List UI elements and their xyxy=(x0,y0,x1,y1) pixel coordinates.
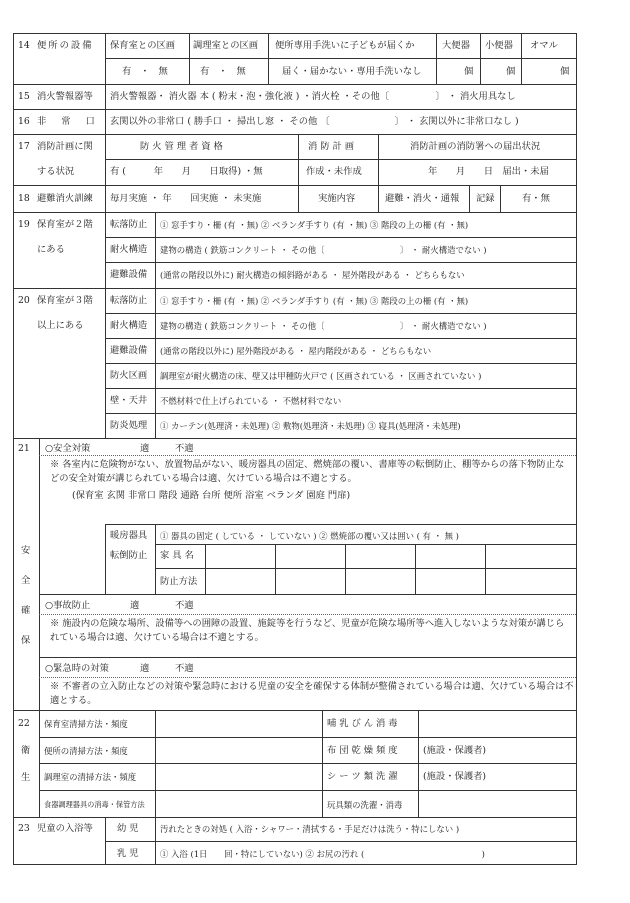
sheet-wash-value[interactable]: (施設・保護者) xyxy=(423,771,487,782)
safety-ok-option[interactable]: 適 xyxy=(140,443,150,454)
header-fire-plan: 消 防 計 画 xyxy=(308,141,355,152)
drill-record-label: 記録 xyxy=(476,193,495,204)
value-toilet-small[interactable]: 個 xyxy=(506,66,516,77)
row-fall-prevention-value[interactable]: ① 窓手すり・柵 (有 ・無) ② ベランダ手すり (有 ・無) ③ 階段の上の柵 (有 ・無) xyxy=(160,220,469,230)
row-fire-compartment-label: 防火区画 xyxy=(110,370,148,381)
section-number: 20 xyxy=(18,295,30,306)
drill-record-value[interactable]: 有・無 xyxy=(522,193,550,204)
header-fire-plan-report: 消防計画の消防署への届出状況 xyxy=(410,141,541,152)
side-label-char: 安 xyxy=(21,545,31,556)
emergency-title: ○緊急時の対策 xyxy=(45,663,109,674)
heater-value[interactable]: ① 器具の固定 ( している ・ していない ) ② 燃焼部の覆い又は囲い ( 有 ・ 無 ) xyxy=(160,531,459,541)
emergency-ok-option[interactable]: 適 xyxy=(140,663,150,674)
section-number: 16 xyxy=(18,116,30,127)
heater-label: 暖房器具 xyxy=(110,530,148,541)
section-number: 23 xyxy=(18,823,30,834)
furniture-name-label: 家 具 名 xyxy=(160,550,194,561)
section-number: 22 xyxy=(18,718,30,729)
side-label-char: 衛 xyxy=(21,745,31,756)
toddler-value[interactable]: 汚れたときの対処 ( 入浴・シャワー・清拭する・手足だけは洗う・特にしない ) xyxy=(160,824,460,834)
utensil-sanitize-label: 食器調理器具の消毒・保管方法 xyxy=(44,800,145,809)
section-label-2: 以上にある xyxy=(37,320,84,331)
side-label-char: 生 xyxy=(21,772,31,783)
toddler-label: 幼 児 xyxy=(117,823,139,834)
row-wall-ceiling-label: 壁・天井 xyxy=(110,395,148,406)
futon-dry-value[interactable]: (施設・保護者) xyxy=(423,745,487,756)
safety-ng-option[interactable]: 不適 xyxy=(175,443,194,454)
header-toilet-large: 大便器 xyxy=(442,40,470,51)
row-evac-equipment-value[interactable]: (通常の階段以外に) 耐火構造の傾斜路がある ・ 屋外階段がある ・ どちらもない xyxy=(160,270,465,280)
safety-measures-title: ○安全対策 xyxy=(45,443,91,454)
section-label: 保育室が３階 xyxy=(37,295,93,306)
toilet-cleaning-label: 便所の清掃方法・頻度 xyxy=(44,746,128,756)
section-label: 非 常 口 xyxy=(37,116,101,127)
section-number: 14 xyxy=(18,40,30,51)
infant-label: 乳 児 xyxy=(117,848,139,859)
row-evac-equipment-label: 避難設備 xyxy=(110,345,148,356)
futon-dry-label: 布 団 乾 燥 頻 度 xyxy=(327,745,398,756)
row-fireproof-label: 耐火構造 xyxy=(110,320,148,331)
section-number: 18 xyxy=(18,193,30,204)
row-fall-prevention-label: 転落防止 xyxy=(110,295,148,306)
emergency-ng-option[interactable]: 不適 xyxy=(175,663,194,674)
nursery-cleaning-label: 保育室清掃方法・頻度 xyxy=(44,719,128,729)
room-list: (保育室 玄関 非常口 階段 通路 台所 便所 浴室 ベランダ 園庭 門扉) xyxy=(72,490,351,501)
section-label: 消火警報器等 xyxy=(37,91,93,102)
section-number: 15 xyxy=(18,91,30,102)
row-wall-ceiling-value[interactable]: 不燃材料で仕上げられている ・ 不燃材料でない xyxy=(160,396,342,406)
safety-note: ※ 各室内に危険物がない、放置物品がない、暖房器具の固定、燃焼部の覆い、書庫等の転倒防止、棚等からの落下物防止などの安全対策が講じられている場合は適、欠けている場合は不適とする。 xyxy=(50,459,565,484)
drill-content[interactable]: 避難・消火・通報 xyxy=(385,193,460,204)
value-fire-manager[interactable]: 有 ( 年 月 日取得) ・無 xyxy=(110,166,263,177)
section-number: 17 xyxy=(18,141,30,152)
row-fireproof-value[interactable]: 建物の構造 ( 鉄筋コンクリート ・ その他〔 〕 ・ 耐火構造でない ) xyxy=(160,245,487,255)
value-kitchen-partition[interactable]: 有 ・ 無 xyxy=(200,66,246,77)
row-flameproof-label: 防炎処理 xyxy=(110,420,148,431)
header-nursery-partition: 保育室との区画 xyxy=(110,40,176,51)
drill-frequency[interactable]: 毎月実施 ・ 年 回実施 ・ 未実施 xyxy=(110,193,262,204)
infant-value[interactable]: ① 入浴 (1日 回・特にしていない) ② お尻の汚れ ( ) xyxy=(160,849,485,859)
value-nursery-partition[interactable]: 有 ・ 無 xyxy=(122,66,168,77)
accident-ok-option[interactable]: 適 xyxy=(130,600,140,611)
row-fall-prevention-value[interactable]: ① 窓手すり・柵 (有 ・無) ② ベランダ手すり (有 ・無) ③ 階段の上の柵 (有 ・無) xyxy=(160,296,469,306)
header-kitchen-partition: 調理室との区画 xyxy=(193,40,259,51)
side-label-char: 確 xyxy=(21,605,31,616)
row-fireproof-label: 耐火構造 xyxy=(110,244,148,255)
prevention-method-label: 防止方法 xyxy=(160,576,198,587)
section-number: 21 xyxy=(18,443,30,454)
header-potty: オマル xyxy=(530,40,558,51)
section-label: 便所の設備 xyxy=(37,40,94,51)
row-evac-equipment-label: 避難設備 xyxy=(110,269,148,280)
value-potty[interactable]: 個 xyxy=(560,66,570,77)
side-label-char: 保 xyxy=(21,635,31,646)
bottle-sanitize-label: 哺 乳 び ん 消 毒 xyxy=(327,718,398,729)
section-label: 消防計画に関 xyxy=(37,141,93,152)
section-number: 19 xyxy=(18,219,30,230)
fire-equipment-options[interactable]: 消火警報器・ 消火器 本 ( 粉末・泡・強化液 ) ・消火栓 ・その他〔 〕 ・ 消火用具なし xyxy=(110,91,516,102)
toy-wash-label: 玩具類の洗濯・消毒 xyxy=(327,800,403,810)
section-label: 児童の入浴等 xyxy=(37,823,93,834)
value-handwash-reach[interactable]: 届く・届かない・専用手洗いなし xyxy=(282,66,422,77)
row-fall-prevention-label: 転落防止 xyxy=(110,219,148,230)
header-handwash-reach: 便所専用手洗いに子どもが届くか xyxy=(275,40,415,51)
header-fire-manager: 防 火 管 理 者 資 格 xyxy=(140,141,223,152)
row-flameproof-value[interactable]: ① カーテン(処理済・未処理) ② 敷物(処理済・未処理) ③ 寝具(処理済・未処理) xyxy=(160,421,461,431)
emergency-exit-options[interactable]: 玄関以外の非常口 ( 勝手口 ・ 掃出し窓 ・ その他 〔 〕 ・ 玄関以外に非常口なし ) xyxy=(110,116,519,127)
section-label: 保育室が２階 xyxy=(37,219,93,230)
accident-note: ※ 施設内の危険な場所、設備等への囲障の設置、施錠等を行うなど、児童が危険な場所等へ進入しないような対策が講じられている場合は適、欠けている場合は不適とする。 xyxy=(50,618,565,643)
row-fireproof-value[interactable]: 建物の構造 ( 鉄筋コンクリート ・ その他〔 〕 ・ 耐火構造でない ) xyxy=(160,321,487,331)
row-fire-compartment-value[interactable]: 調理室が耐火構造の床、壁又は甲種防火戸で ( 区画されている ・ 区画されていない ) xyxy=(160,371,482,381)
accident-prevention-title: ○事故防止 xyxy=(45,600,91,611)
drill-content-label: 実施内容 xyxy=(318,193,356,204)
tip-prevention-label: 転倒防止 xyxy=(110,550,148,561)
value-fire-plan[interactable]: 作成・未作成 xyxy=(306,166,362,177)
value-toilet-large[interactable]: 個 xyxy=(464,66,474,77)
side-label-char: 全 xyxy=(21,575,31,586)
section-label-2: にある xyxy=(37,244,65,255)
value-fire-plan-report[interactable]: 年 月 日 届出・未届 xyxy=(428,166,549,177)
kitchen-cleaning-label: 調理室の清掃方法・頻度 xyxy=(44,772,137,782)
row-evac-equipment-value[interactable]: (通常の階段以外に) 屋外階段がある ・ 屋内階段がある ・ どちらもない xyxy=(160,346,432,356)
section-label: 避難消火訓練 xyxy=(37,193,93,204)
accident-ng-option[interactable]: 不適 xyxy=(175,600,194,611)
sheet-wash-label: シ ー ツ 類 洗 濯 xyxy=(327,771,398,782)
section-label-2: する状況 xyxy=(37,166,75,177)
emergency-note: ※ 不審者の立入防止などの対策や緊急時における児童の安全を確保する体制が整備されている場合は適、欠けている場合は不適とする。 xyxy=(50,681,574,706)
header-toilet-small: 小便器 xyxy=(485,40,513,51)
